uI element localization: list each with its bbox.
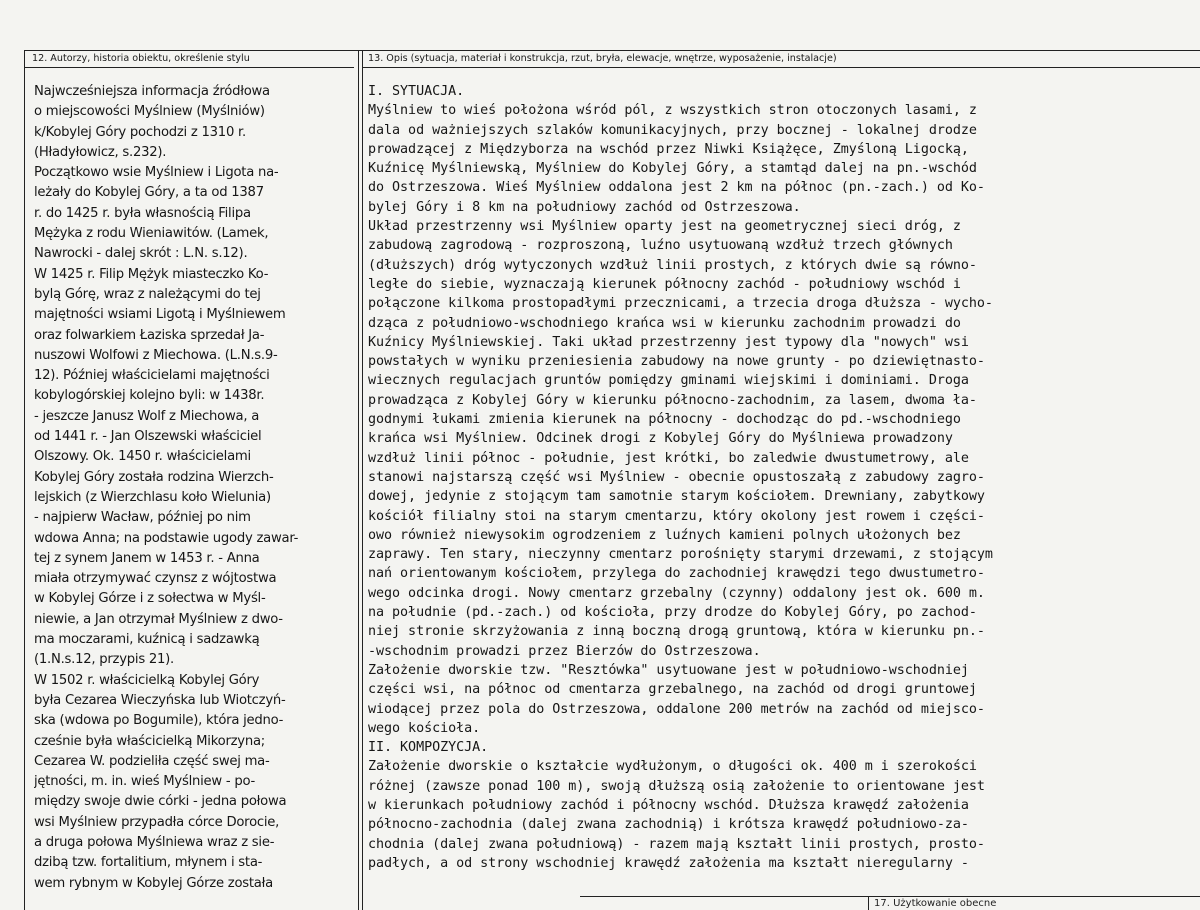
description-text-line: I. SYTUACJA. [368, 84, 465, 99]
history-text-line: - najpierw Wacław, później po nim [34, 510, 251, 526]
description-column [368, 82, 1168, 872]
description-text-line: padłych, a od strony wschodniej krawędź założenia ma kształt nieregularny - [368, 855, 969, 871]
history-text-line: w Kobylej Górze i z sołectwa w Myśl- [34, 591, 266, 607]
history-text-line: W 1502 r. właścicielką Kobylej Góry [34, 672, 260, 688]
history-text-line: (Hładyłowicz, s.232). [34, 144, 167, 160]
history-text-line: r. do 1425 r. była własnością Filipa [34, 205, 251, 221]
description-text-line: krańca wsi Myślniew. Odcinek drogi z Kobylej Góry do Myślniewa prowadzony [368, 431, 953, 447]
history-text-line: o miejscowości Myślniew (Myślniów) [34, 104, 265, 120]
history-text-line: wdowa Anna; na podstawie ugody zawar- [34, 530, 299, 546]
column-divider-line-inner [362, 50, 363, 910]
description-text-line: części wsi, na północ od cmentarza grzebalnego, na zachód od drogi gruntowej [368, 682, 977, 698]
description-text-line: różnej (zawsze ponad 100 m), swoją dłuższą osią założenie to orientowane jest [368, 778, 985, 794]
history-text-line: k/Kobylej Góry pochodzi z 1310 r. [34, 124, 246, 140]
description-text-line: Kuźnicy Myślniewskiej. Taki układ przestrzenny jest typowy dla "nowych" wsi [368, 334, 969, 350]
header-left: 12. Autorzy, historia obiektu, określenie stylu [32, 53, 250, 64]
description-text-line: wego odcinka drogi. Nowy cmentarz grzebalny (czynny) oddalony jest ok. 600 m. [368, 585, 985, 601]
history-text-line: (1.N.s.12, przypis 21). [34, 652, 174, 668]
description-text-line: wego kościoła. [368, 720, 481, 736]
header-right: 13. Opis (sytuacja, materiał i konstrukcja, rzut, bryła, elewacje, wnętrze, wyposażenie, instalacje) [368, 53, 837, 64]
history-column [34, 82, 362, 894]
history-text-line: między swoje dwie córki - jedna połowa [34, 794, 287, 810]
history-text-line: leżały do Kobylej Góry, a ta od 1387 [34, 185, 264, 201]
description-text-line: połączone kilkoma prostopadłymi przecznicami, a trzecia droga dłuższa - wycho- [368, 296, 993, 312]
description-text-line: zabudową zagrodową - rozproszoną, luźno usytuowaną wzdłuż trzech głównych [368, 238, 953, 254]
history-text-line: W 1425 r. Filip Mężyk miasteczko Ko- [34, 266, 269, 282]
history-text-line: miała otrzymywać czynsz z wójtostwa [34, 571, 277, 587]
description-text-line: wiodącej przez pola do Ostrzeszowa, oddalone 200 metrów na zachód od miejsco- [368, 701, 985, 717]
history-text-line: kobylogórskiej kolejno byli: w 1438r. [34, 388, 265, 404]
description-text-line: dząca z południowo-wschodniego krańca wsi w kierunku zachodnim prowadzi do [368, 315, 961, 331]
description-text-line: w kierunkach południowy zachód i północny wschód. Dłuższa krawędź założenia [368, 797, 969, 813]
description-text-line: powstałych w wyniku przeniesienia zabudowy na nowe grunty - po dziewiętnasto- [368, 354, 985, 370]
history-text-line: Olszowy. Ok. 1450 r. właścicielami [34, 449, 251, 465]
history-text-line: Kobylej Góry została rodzina Wierzch- [34, 469, 274, 485]
description-text-line: prowadząca z Kobylej Góry w kierunku północno-zachodnim, za lasem, dwoma ła- [368, 392, 977, 408]
history-text-line: dzibą tzw. fortalitium, młynem i sta- [34, 855, 263, 871]
history-text-line: lejskich (z Wierzchlasu koło Wielunia) [34, 489, 271, 505]
left-border-line [24, 50, 25, 910]
history-text-line: niewie, a Jan otrzymał Myślniew z dwo- [34, 611, 283, 627]
description-text-line: (dłuższych) dróg wytyczonych wzdłuż linii prostych, z których dwie są równo- [368, 257, 977, 273]
description-text-line: chodnia (dalej zwana południową) - razem mają kształt linii prostych, prosto- [368, 836, 985, 852]
history-text-line: Mężyka z rodu Wieniawitów. (Lamek, [34, 226, 269, 242]
description-text-line: bylej Góry i 8 km na południowy zachód od Ostrzeszowa. [368, 199, 801, 215]
description-text-line: ległe do siebie, wyznaczają kierunek północny zachód - południowy wschód i [368, 276, 961, 292]
history-text-line: była Cezarea Wieczyńska lub Wiotczyń- [34, 692, 286, 708]
history-text-line: cześnie była właścicielką Mikorzyna; [34, 733, 265, 749]
description-text-line: owo również niewysokim ogrodzeniem z luźnych kamieni polnych ułożonych bez [368, 527, 961, 543]
history-text-line: nuszowi Wolfowi z Miechowa. (L.N.s.9- [34, 347, 278, 363]
header-underline-left [24, 67, 354, 68]
description-text-line: Układ przestrzenny wsi Myślniew oparty jest na geometrycznej sieci dróg, z [368, 219, 961, 235]
description-text-line: Założenie dworskie tzw. "Resztówka" usytuowane jest w południowo-wschodniej [368, 662, 969, 678]
history-text-line: od 1441 r. - Jan Olszewski właściciel [34, 429, 262, 445]
description-text-line: Myślniew to wieś położona wśród pól, z wszystkich stron otoczonych lasami, z [368, 103, 977, 119]
bottom-box-line [580, 896, 1200, 897]
history-text-line: tej z synem Janem w 1453 r. - Anna [34, 550, 260, 566]
header-underline-right [362, 67, 1200, 68]
description-text-line: kościół filialny stoi na starym cmentarzu, który okolony jest rowem i części- [368, 508, 985, 524]
history-text-line: oraz folwarkiem Łaziska sprzedał Ja- [34, 327, 265, 343]
history-text-line: majętności wsiami Ligotą i Myślniewem [34, 307, 286, 323]
description-text-line: godnymi łukami zmienia kierunek na północny - dochodząc do pd.-wschodniego [368, 412, 961, 428]
history-text-line: ska (wdowa po Bogumile), która jedno- [34, 713, 284, 729]
description-text-line: wiecznych regulacjach gruntów pomiędzy gminami wiejskimi i dominiami. Droga [368, 373, 969, 389]
footer-label-17: 17. Użytkowanie obecne [874, 898, 997, 909]
history-text-line: Nawrocki - dalej skrót : L.N. s.12). [34, 246, 248, 262]
history-text-line: 12). Później właścicielami majętności [34, 368, 270, 384]
history-text-line: Cezarea W. podzieliła część swej ma- [34, 753, 270, 769]
description-text-line: na południe (pd.-zach.) od kościoła, przy drodze do Kobylej Góry, po zachod- [368, 605, 977, 621]
description-text-line: do Ostrzeszowa. Wieś Myślniew oddalona jest 2 km na północ (pn.-zach.) od Ko- [368, 180, 985, 196]
history-text-line: Najwcześniejsza informacja źródłowa [34, 84, 270, 99]
description-text-line: prowadzącej z Międzyborza na wschód przez Niwki Książęce, Zmyśloną Ligocką, [368, 141, 969, 157]
history-text-line: wem rybnym w Kobylej Górze została [34, 875, 273, 891]
description-text-line: Kuźnicę Myślniewską, Myślniew do Kobylej Góry, a stamtąd dalej na pn.-wschód [368, 161, 977, 177]
description-text-line: Założenie dworskie o kształcie wydłużonym, o długości ok. 400 m i szerokości [368, 759, 977, 775]
description-text-line: północno-zachodnia (dalej zwana zachodnią) i krótsza krawędź południowo-za- [368, 817, 969, 833]
history-text-line: bylą Górę, wraz z należącymi do tej [34, 286, 261, 302]
history-text-line: Początkowo wsie Myślniew i Ligota na- [34, 165, 279, 181]
bottom-box-divider [868, 896, 869, 910]
description-text-line: II. KOMPOZYCJA. [368, 740, 489, 756]
description-text-line: dala od ważniejszych szlaków komunikacyjnych, przy bocznej - lokalnej drodze [368, 122, 977, 138]
history-text-line: - jeszcze Janusz Wolf z Miechowa, a [34, 408, 260, 424]
description-text-line: stanowi najstarszą część wsi Myślniew - obecnie opustoszałą z zabudowy zagro- [368, 469, 985, 485]
top-border-line [24, 50, 1200, 51]
description-text-line: wzdłuż linii północ - południe, jest krótki, bo zaledwie dwustumetrowy, ale [368, 450, 969, 466]
history-text-line: a druga połowa Myślniewa wraz z sie- [34, 834, 275, 850]
description-text-line: dowej, jedynie z stojącym tam samotnie starym kościołem. Drewniany, zabytkowy [368, 489, 985, 505]
description-text-line: zaprawy. Ten stary, nieczynny cmentarz porośnięty starymi drzewami, z stojącym [368, 547, 993, 563]
description-text-line: nań orientowanym kościołem, przylega do zachodniej krawędzi tego dwustumetro- [368, 566, 985, 582]
history-text-line: jętności, m. in. wieś Myślniew - po- [34, 774, 256, 790]
description-text-line: -wschodnim prowadzi przez Bierzów do Ostrzeszowa. [368, 643, 761, 659]
description-text-line: niej stronie skrzyżowania z inną boczną drogą gruntową, która w kierunku pn.- [368, 624, 985, 640]
history-text-line: ma moczarami, kuźnicą i sadzawką [34, 632, 260, 648]
history-text-line: wsi Myślniew przypadła córce Dorocie, [34, 814, 280, 830]
